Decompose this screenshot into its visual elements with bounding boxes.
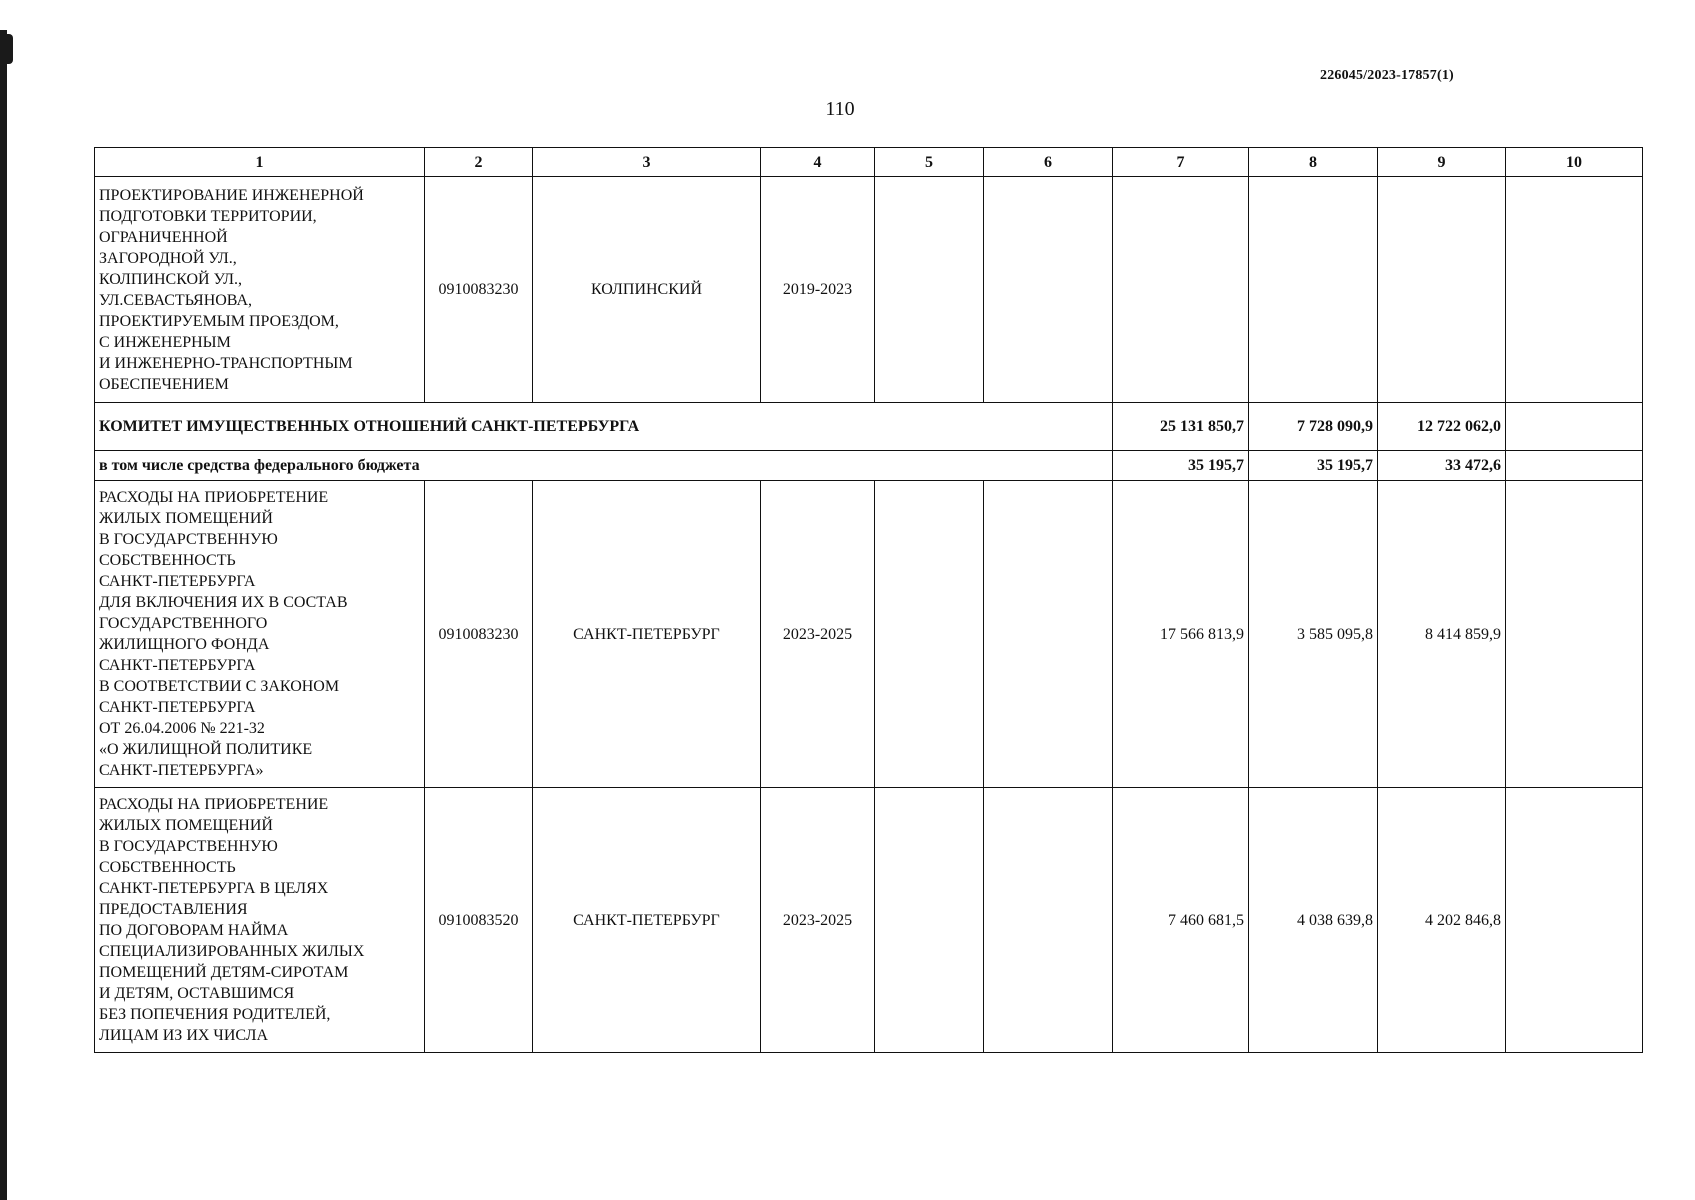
row-period: 2023-2025 (761, 788, 875, 1053)
row-code: 0910083230 (425, 177, 533, 403)
federal-col8: 35 195,7 (1249, 451, 1378, 481)
federal-col10 (1506, 451, 1643, 481)
row-col8: 4 038 639,8 (1249, 788, 1378, 1053)
column-header-3: 3 (533, 148, 761, 177)
committee-col8: 7 728 090,9 (1249, 403, 1378, 451)
row-col5 (875, 177, 984, 403)
column-header-6: 6 (984, 148, 1113, 177)
committee-col7: 25 131 850,7 (1113, 403, 1249, 451)
row-col9 (1378, 177, 1506, 403)
row-col9: 4 202 846,8 (1378, 788, 1506, 1053)
column-header-5: 5 (875, 148, 984, 177)
row-code: 0910083230 (425, 481, 533, 788)
federal-col9: 33 472,6 (1378, 451, 1506, 481)
row-description: ПРОЕКТИРОВАНИЕ ИНЖЕНЕРНОЙ ПОДГОТОВКИ ТЕРРИТОРИИ, ОГРАНИЧЕННОЙ ЗАГОРОДНОЙ УЛ., КОЛПИНСКОЙ УЛ., УЛ.СЕВАСТЬЯНОВА, ПРОЕКТИРУЕМЫМ ПРОЕЗДОМ, С ИНЖЕНЕРНЫМ И ИНЖЕНЕРНО-ТРАНСПОРТНЫМ ОБЕСПЕЧЕНИЕМ (95, 177, 425, 403)
document-reference: 226045/2023-17857(1) (1320, 68, 1454, 83)
row-district: САНКТ-ПЕТЕРБУРГ (533, 481, 761, 788)
row-col6 (984, 177, 1113, 403)
row-col10 (1506, 481, 1643, 788)
table-row (95, 177, 1643, 403)
committee-col9: 12 722 062,0 (1378, 403, 1506, 451)
row-col10 (1506, 788, 1643, 1053)
federal-budget-row (95, 451, 1643, 481)
row-district: КОЛПИНСКИЙ (533, 177, 761, 403)
row-col7: 17 566 813,9 (1113, 481, 1249, 788)
table-row (95, 788, 1643, 1053)
column-number-row (95, 148, 1643, 177)
table-row (95, 481, 1643, 788)
row-col8: 3 585 095,8 (1249, 481, 1378, 788)
federal-label: в том числе средства федерального бюджета (95, 451, 1113, 481)
column-header-10: 10 (1506, 148, 1643, 177)
row-description: РАСХОДЫ НА ПРИОБРЕТЕНИЕ ЖИЛЫХ ПОМЕЩЕНИЙ В ГОСУДАРСТВЕННУЮ СОБСТВЕННОСТЬ САНКТ-ПЕТЕРБУРГА В ЦЕЛЯХ ПРЕДОСТАВЛЕНИЯ ПО ДОГОВОРАМ НАЙМА СПЕЦИАЛИЗИРОВАННЫХ ЖИЛЫХ ПОМЕЩЕНИЙ ДЕТЯМ-СИРОТАМ И ДЕТЯМ, ОСТАВШИМСЯ БЕЗ ПОПЕЧЕНИЯ РОДИТЕЛЕЙ, ЛИЦАМ ИЗ ИХ ЧИСЛА (95, 788, 425, 1053)
row-col10 (1506, 177, 1643, 403)
committee-label: КОМИТЕТ ИМУЩЕСТВЕННЫХ ОТНОШЕНИЙ САНКТ-ПЕТЕРБУРГА (95, 403, 1113, 451)
row-col9: 8 414 859,9 (1378, 481, 1506, 788)
scan-edge-notch (3, 34, 13, 64)
committee-col10 (1506, 403, 1643, 451)
federal-col7: 35 195,7 (1113, 451, 1249, 481)
row-period: 2019-2023 (761, 177, 875, 403)
row-col6 (984, 481, 1113, 788)
row-period: 2023-2025 (761, 481, 875, 788)
row-district: САНКТ-ПЕТЕРБУРГ (533, 788, 761, 1053)
row-col8 (1249, 177, 1378, 403)
row-col7 (1113, 177, 1249, 403)
committee-total-row (95, 403, 1643, 451)
column-header-4: 4 (761, 148, 875, 177)
row-col6 (984, 788, 1113, 1053)
row-description: РАСХОДЫ НА ПРИОБРЕТЕНИЕ ЖИЛЫХ ПОМЕЩЕНИЙ В ГОСУДАРСТВЕННУЮ СОБСТВЕННОСТЬ САНКТ-ПЕТЕРБУРГА ДЛЯ ВКЛЮЧЕНИЯ ИХ В СОСТАВ ГОСУДАРСТВЕННОГО ЖИЛИЩНОГО ФОНДА САНКТ-ПЕТЕРБУРГА В СООТВЕТСТВИИ С ЗАКОНОМ САНКТ-ПЕТЕРБУРГА ОТ 26.04.2006 № 221-32 «О ЖИЛИЩНОЙ ПОЛИТИКЕ САНКТ-ПЕТЕРБУРГА» (95, 481, 425, 788)
budget-table (94, 147, 1643, 1053)
row-col7: 7 460 681,5 (1113, 788, 1249, 1053)
column-header-9: 9 (1378, 148, 1506, 177)
row-col5 (875, 788, 984, 1053)
column-header-1: 1 (95, 148, 425, 177)
scan-edge (0, 30, 7, 1200)
row-col5 (875, 481, 984, 788)
column-header-2: 2 (425, 148, 533, 177)
row-code: 0910083520 (425, 788, 533, 1053)
column-header-7: 7 (1113, 148, 1249, 177)
page-number: 110 (825, 98, 855, 120)
column-header-8: 8 (1249, 148, 1378, 177)
